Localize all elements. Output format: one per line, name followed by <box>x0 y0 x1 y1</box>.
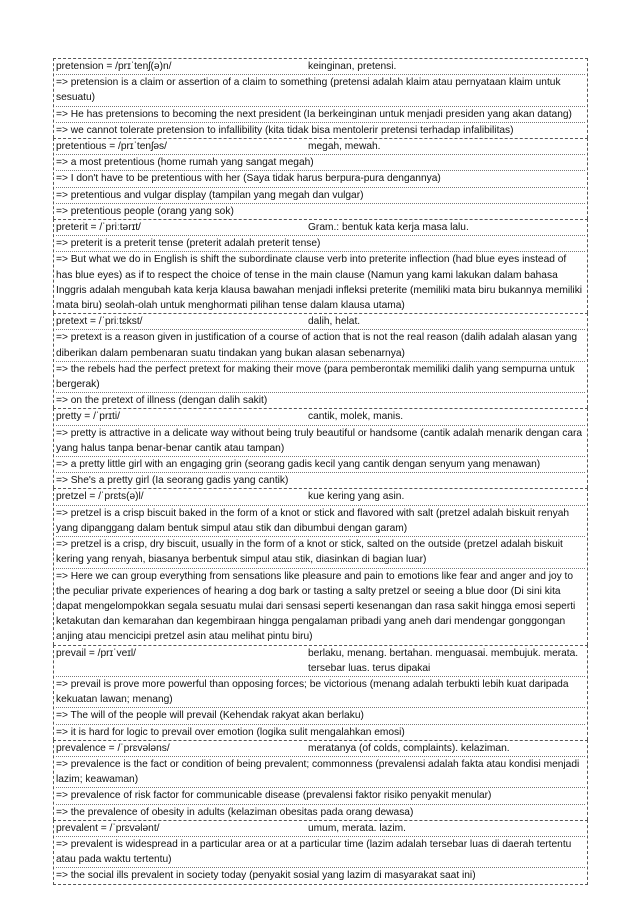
entry <box>53 408 588 488</box>
entry-term: pretentious = /prɪˈtenʃəs/ <box>56 141 167 153</box>
entry-example: => pretentious and vulgar display (tampilan yang megah dan vulgar) <box>56 187 585 203</box>
entry-heading <box>56 139 585 154</box>
dictionary-document <box>53 58 588 885</box>
entry-example: => pretentious people (orang yang sok) <box>56 203 585 219</box>
entry-example: => I don't have to be pretentious with her (Saya tidak harus berpura-pura dengannya) <box>56 170 585 186</box>
entry-term: pretension = /prɪˈtenʃ(ə)n/ <box>56 61 172 72</box>
entry-term: prevalence = /ˈprɛvələns/ <box>56 742 170 754</box>
entry <box>53 645 588 740</box>
entry-meaning: cantik, molek, manis. <box>308 411 404 423</box>
entry-example: => pretext is a reason given in justification of a course of action that is not the real reason (dalih adalah alasan yang diberikan dalam pembenaran suatu tindakan yang bukan alasan sebenarnya) <box>56 329 585 360</box>
entry-meaning: keinginan, pretensi. <box>308 61 397 72</box>
entry-example: => prevalence of risk factor for communicable disease (prevalensi faktor risiko penyakit menular) <box>56 787 585 803</box>
entry-example: => we cannot tolerate pretension to infallibility (kita tidak bisa mentolerir pretensi terhadap infalibilitas) <box>56 122 585 138</box>
entry-heading <box>56 646 585 676</box>
entry-term: pretzel = /ˈprɛts(ə)l/ <box>56 491 144 503</box>
entry-example: => the rebels had the perfect pretext for making their move (para pemberontak memiliki dalih yang sempurna untuk bergerak) <box>56 361 585 392</box>
entry-example: => pretzel is a crisp, dry biscuit, usually in the form of a knot or stick, salted on the outside (pretzel adalah biskuit kering yang renyah, biasanya berbentuk simpul atau stik, diasinkan di bagian luar) <box>56 536 585 567</box>
entry <box>53 138 588 219</box>
entry-term: prevalent = /ˈprɛvələnt/ <box>56 822 160 834</box>
entry-heading <box>56 821 585 836</box>
entry-example: => But what we do in English is shift the subordinate clause verb into preterite inflection (had blue eyes instead of has blue eyes) as if to respect the choice of tense in the main clause (Namun yang kami lakukan dalam bahasa Inggris adalah mengubah kata kerja klausa bawahan menjadi infleksi preterite (memiliki mata biru bukannya memiliki mata biru) seolah-olah untuk menghormati pilihan tense dalam klausa utama) <box>56 251 585 313</box>
entry-example: => on the pretext of illness (dengan dalih sakit) <box>56 392 585 408</box>
entry-example: => preterit is a preterit tense (preterit adalah preterit tense) <box>56 235 585 251</box>
entry-example: => prevail is prove more powerful than opposing forces; be victorious (menang adalah terbukti lebih kuat daripada kekuatan lawan; menang) <box>56 676 585 707</box>
entry-heading <box>56 314 585 329</box>
entry-example: => pretty is attractive in a delicate way without being truly beautiful or handsome (cantik adalah menarik dengan cara yang halus tanpa benar-benar cantik atau tampan) <box>56 425 585 456</box>
entry-example: => The will of the people will prevail (Kehendak rakyat akan berlaku) <box>56 707 585 723</box>
entry-example: => pretzel is a crisp biscuit baked in the form of a knot or stick and flavored with salt (pretzel adalah biskuit renyah yang dipanggang dalam bentuk simpul atau stik dan dibumbui dengan garam) <box>56 505 585 536</box>
entry <box>53 313 588 408</box>
entry-term: preterit = /ˈpriːtərɪt/ <box>56 222 141 234</box>
entry-meaning: megah, mewah. <box>308 141 381 153</box>
entry <box>53 740 588 820</box>
entry-example: => Here we can group everything from sensations like pleasure and pain to emotions like fear and anger and joy to the peculiar private experiences of hearing a dog bark or tasting a salty pretzel or seeing a blue door (Di sini kita dapat mengelompokkan segala sesuatu mulai dari sensasi seperti kesenangan dan rasa sakit hingga emosi seperti ketakutan dan kemarahan dan kegembiraan hingga pengalaman pribadi yang aneh dari mendengar gonggongan anjing atau mencicipi pretzel asin atau melihat pintu biru) <box>56 568 585 645</box>
entry-example: => pretension is a claim or assertion of a claim to something (pretensi adalah klaim atau pernyataan klaim untuk sesuatu) <box>56 74 585 105</box>
entry-example: => prevalent is widespread in a particular area or at a particular time (lazim adalah tersebar luas di daerah tertentu atau pada waktu tertentu) <box>56 836 585 867</box>
entry-example: => a pretty little girl with an engaging grin (seorang gadis kecil yang cantik dengan senyum yang menawan) <box>56 456 585 472</box>
entry <box>53 219 588 313</box>
entry <box>53 58 588 138</box>
entry-example: => prevalence is the fact or condition of being prevalent; commonness (prevalensi adalah fakta atau kondisi menjadi lazim; keawaman) <box>56 756 585 787</box>
entry-example: => the social ills prevalent in society today (penyakit sosial yang lazim di masyarakat saat ini) <box>56 867 585 883</box>
entry-meaning: meratanya (of colds, complaints). kelaziman. <box>308 742 510 754</box>
entry-heading <box>56 409 585 424</box>
entry-heading <box>56 220 585 235</box>
entry-heading <box>56 741 585 756</box>
entry-meaning: dalih, helat. <box>308 316 361 328</box>
entry-heading <box>56 489 585 504</box>
entry-meaning: kue kering yang asin. <box>308 491 405 503</box>
entry-example: => it is hard for logic to prevail over emotion (logika sulit mengalahkan emosi) <box>56 724 585 740</box>
entry <box>53 488 588 644</box>
entry-term: pretty = /ˈprɪti/ <box>56 411 120 423</box>
entry-example: => a most pretentious (home rumah yang sangat megah) <box>56 154 585 170</box>
entry-meaning: berlaku, menang. bertahan. menguasai. membujuk. merata. tersebar luas. terus dipakai <box>308 647 579 674</box>
entry <box>53 820 588 885</box>
entry-example: => the prevalence of obesity in adults (kelaziman obesitas pada orang dewasa) <box>56 804 585 820</box>
entry-term: prevail = /prɪˈveɪl/ <box>56 647 137 659</box>
entry-term: pretext = /ˈpriːtɛkst/ <box>56 316 143 328</box>
entry-heading <box>56 59 585 74</box>
entry-example: => He has pretensions to becoming the next president (Ia berkeinginan untuk menjadi presiden yang akan datang) <box>56 106 585 122</box>
entry-meaning: Gram.: bentuk kata kerja masa lalu. <box>308 222 469 234</box>
entry-example: => She's a pretty girl (Ia seorang gadis yang cantik) <box>56 472 585 488</box>
entry-meaning: umum, merata. lazim. <box>308 822 406 834</box>
